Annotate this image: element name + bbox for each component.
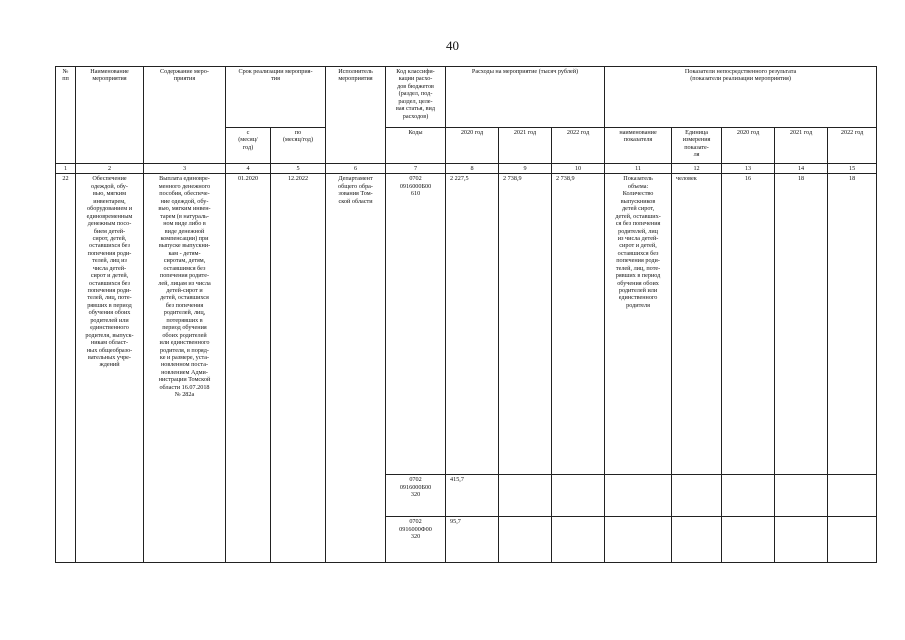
column-number: 15 bbox=[828, 164, 877, 174]
empty-cell bbox=[605, 517, 672, 563]
empty-cell bbox=[672, 475, 722, 517]
row-exp-2020: 2 227,5 bbox=[446, 174, 499, 475]
column-number: 1 bbox=[56, 164, 76, 174]
row-code: 0702 0916000Ф00 320 bbox=[386, 517, 446, 563]
header-indicators: Показатели непосредственного результата (показатели реализации мероприятия) bbox=[605, 67, 877, 128]
header-unit: Единица измерения показате- ля bbox=[672, 128, 722, 164]
page-number: 40 bbox=[446, 38, 459, 53]
column-number: 8 bbox=[446, 164, 499, 174]
header-val-2020: 2020 год bbox=[722, 128, 775, 164]
row-code: 0702 0916000Б00 320 bbox=[386, 475, 446, 517]
column-number: 14 bbox=[775, 164, 828, 174]
row-measure-name: Обеспечение одеждой, обу- вью, мягким инвентарем, оборудованием и единовременным денежным посо- бием детей- сирот, детей, оставшихся без попечения роди- телей, лиц из числа детей- сирот и детей, оставшихся без попечения роди- телей, лиц, поте- рявших в период обучения обоих родителей или единственного родителя, выпуск- никам област- ных общеобразо- вательных учре- ждений bbox=[76, 174, 144, 563]
empty-cell bbox=[722, 517, 775, 563]
column-number: 12 bbox=[672, 164, 722, 174]
empty-cell bbox=[552, 475, 605, 517]
measures-table bbox=[55, 66, 877, 563]
header-executor: Исполнитель мероприятия bbox=[326, 67, 386, 164]
empty-cell bbox=[722, 475, 775, 517]
header-measure-content: Содержание меро- приятия bbox=[144, 67, 226, 164]
header-from: с (месяц/ год) bbox=[226, 128, 271, 164]
empty-cell bbox=[605, 475, 672, 517]
header-period: Срок реализации мероприя- тия bbox=[226, 67, 326, 128]
row-val-2020: 16 bbox=[722, 174, 775, 475]
row-code: 0702 0916000Б00 610 bbox=[386, 174, 446, 475]
empty-cell bbox=[828, 517, 877, 563]
column-number: 11 bbox=[605, 164, 672, 174]
header-exp-2020: 2020 год bbox=[446, 128, 499, 164]
header-num: № пп bbox=[56, 67, 76, 164]
column-number: 13 bbox=[722, 164, 775, 174]
empty-cell bbox=[499, 475, 552, 517]
row-exp-2020: 415,7 bbox=[446, 475, 499, 517]
empty-cell bbox=[775, 517, 828, 563]
header-exp-2022: 2022 год bbox=[552, 128, 605, 164]
header-row-1 bbox=[56, 67, 877, 128]
header-exp-2021: 2021 год bbox=[499, 128, 552, 164]
column-number: 4 bbox=[226, 164, 271, 174]
column-number: 2 bbox=[76, 164, 144, 174]
header-classification-code: Код классифи- кации расхо- дов бюджетов (раздел, под- раздел, целе- вая статья, вид расходов) bbox=[386, 67, 446, 128]
column-number: 5 bbox=[271, 164, 326, 174]
empty-cell bbox=[552, 517, 605, 563]
header-codes: Коды bbox=[386, 128, 446, 164]
row-measure-content: Выплата единовре- менного денежного пособия, обеспече- ние одеждой, обу- вью, мягким инвен- тарем (в натураль- ном виде либо в виде денежной компенсации) при выпуске выпускни- кам - детям- сиротам, детям, оставшимся без попечения родите- лей, лицам из числа детей-сирот и детей, оставшихся без попечения родителей, лиц, потерявших в период обучения обоих родителей или единственного родителя, в поряд- ке и размере, уста- новленном поста- новлением Адми- нистрации Томской области 16.07.2018 № 282а bbox=[144, 174, 226, 563]
header-measure-name: Наименование мероприятия bbox=[76, 67, 144, 164]
empty-cell bbox=[672, 517, 722, 563]
row-exp-2021: 2 738,9 bbox=[499, 174, 552, 475]
row-val-2021: 18 bbox=[775, 174, 828, 475]
row-unit: человек bbox=[672, 174, 722, 475]
row-num: 22 bbox=[56, 174, 76, 563]
column-number: 9 bbox=[499, 164, 552, 174]
header-val-2022: 2022 год bbox=[828, 128, 877, 164]
row-indicator-name: Показатель объема: Количество выпускников детей сирот, детей, оставших- ся без попечения родителей, лиц из числа детей- сирот и детей, оставшихся без попечения роди- телей, лиц, поте- рявших в период обучения обоих родителей или единственного родителя bbox=[605, 174, 672, 475]
header-val-2021: 2021 год bbox=[775, 128, 828, 164]
row-executor: Департамент общего обра- зования Том- ской области bbox=[326, 174, 386, 563]
empty-cell bbox=[499, 517, 552, 563]
column-number: 3 bbox=[144, 164, 226, 174]
header-indicator-name: наименование показателя bbox=[605, 128, 672, 164]
row-from: 01.2020 bbox=[226, 174, 271, 563]
row-exp-2020: 95,7 bbox=[446, 517, 499, 563]
row-to: 12.2022 bbox=[271, 174, 326, 563]
table-row bbox=[56, 174, 877, 475]
row-exp-2022: 2 738,9 bbox=[552, 174, 605, 475]
column-numbers-row bbox=[56, 164, 877, 174]
column-number: 6 bbox=[326, 164, 386, 174]
empty-cell bbox=[775, 475, 828, 517]
header-expenses: Расходы на мероприятие (тысяч рублей) bbox=[446, 67, 605, 128]
header-to: по (месяц/год) bbox=[271, 128, 326, 164]
empty-cell bbox=[828, 475, 877, 517]
row-val-2022: 18 bbox=[828, 174, 877, 475]
column-number: 10 bbox=[552, 164, 605, 174]
column-number: 7 bbox=[386, 164, 446, 174]
